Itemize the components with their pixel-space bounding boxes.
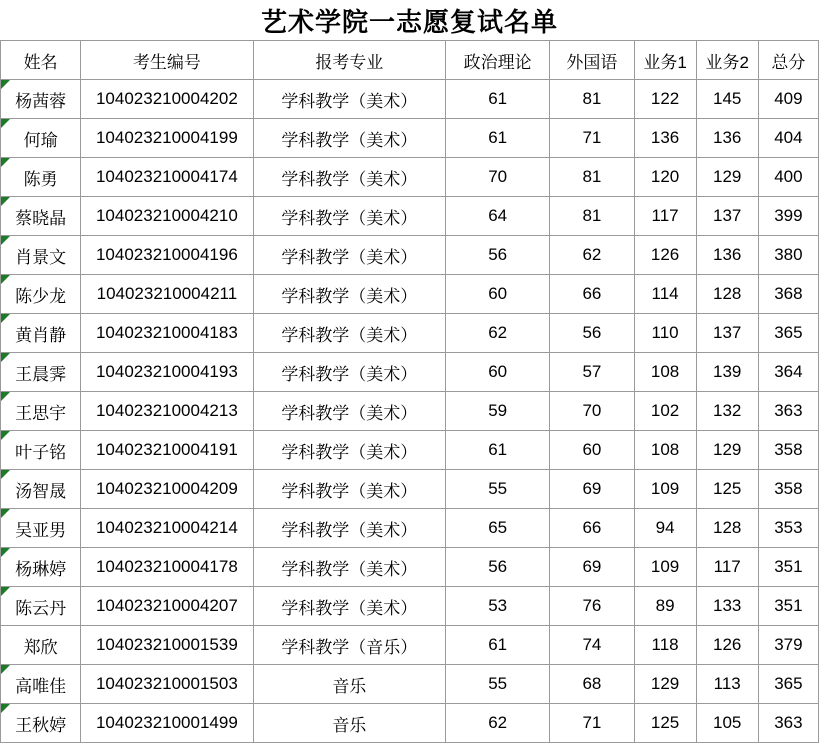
cell-subject-2: 117: [696, 548, 758, 587]
table-row: [1, 236, 819, 275]
cell-total: 353: [758, 509, 818, 548]
cell-subject-2: 126: [696, 626, 758, 665]
cell-subject-2: 137: [696, 314, 758, 353]
cell-foreign-language: 62: [550, 236, 634, 275]
cell-name: 郑欣: [1, 626, 81, 665]
cell-candidate-id: 104023210004214: [81, 509, 253, 548]
cell-major: 学科教学（美术）: [253, 197, 445, 236]
cell-subject-1: 109: [634, 470, 696, 509]
cell-candidate-id: 104023210004213: [81, 392, 253, 431]
cell-total: 363: [758, 704, 818, 743]
cell-subject-2: 145: [696, 80, 758, 119]
cell-subject-1: 136: [634, 119, 696, 158]
cell-candidate-id: 104023210001503: [81, 665, 253, 704]
cell-foreign-language: 60: [550, 431, 634, 470]
cell-name: 叶子铭: [1, 431, 81, 470]
cell-politics: 55: [446, 665, 550, 704]
cell-major: 学科教学（美术）: [253, 353, 445, 392]
cell-total: 364: [758, 353, 818, 392]
cell-subject-1: 120: [634, 158, 696, 197]
header-row: [1, 41, 819, 80]
cell-subject-2: 139: [696, 353, 758, 392]
cell-name: 王思宇: [1, 392, 81, 431]
table-row: [1, 587, 819, 626]
cell-foreign-language: 57: [550, 353, 634, 392]
cell-subject-2: 125: [696, 470, 758, 509]
cell-name: 陈云丹: [1, 587, 81, 626]
cell-foreign-language: 69: [550, 470, 634, 509]
page-title: 艺术学院一志愿复试名单: [1, 0, 819, 41]
column-header-subject-1: 业务1: [634, 41, 696, 80]
cell-name: 汤智晟: [1, 470, 81, 509]
cell-name: 杨茜蓉: [1, 80, 81, 119]
table-row: [1, 509, 819, 548]
cell-candidate-id: 104023210001499: [81, 704, 253, 743]
table-row: [1, 431, 819, 470]
cell-subject-1: 122: [634, 80, 696, 119]
cell-subject-1: 110: [634, 314, 696, 353]
cell-major: 学科教学（美术）: [253, 392, 445, 431]
table-row: [1, 80, 819, 119]
cell-subject-1: 109: [634, 548, 696, 587]
cell-candidate-id: 104023210004191: [81, 431, 253, 470]
cell-candidate-id: 104023210004196: [81, 236, 253, 275]
cell-total: 409: [758, 80, 818, 119]
cell-candidate-id: 104023210004193: [81, 353, 253, 392]
cell-candidate-id: 104023210004174: [81, 158, 253, 197]
cell-total: 363: [758, 392, 818, 431]
cell-subject-1: 125: [634, 704, 696, 743]
cell-candidate-id: 104023210004207: [81, 587, 253, 626]
cell-name: 陈少龙: [1, 275, 81, 314]
cell-foreign-language: 70: [550, 392, 634, 431]
cell-name: 吴亚男: [1, 509, 81, 548]
cell-foreign-language: 76: [550, 587, 634, 626]
table-row: [1, 314, 819, 353]
cell-total: 379: [758, 626, 818, 665]
cell-foreign-language: 81: [550, 158, 634, 197]
cell-politics: 61: [446, 431, 550, 470]
cell-subject-2: 129: [696, 158, 758, 197]
cell-foreign-language: 71: [550, 119, 634, 158]
column-header-candidate-id: 考生编号: [81, 41, 253, 80]
cell-foreign-language: 66: [550, 509, 634, 548]
cell-subject-1: 129: [634, 665, 696, 704]
table-row: [1, 275, 819, 314]
cell-subject-1: 118: [634, 626, 696, 665]
cell-subject-1: 102: [634, 392, 696, 431]
cell-name: 陈勇: [1, 158, 81, 197]
cell-subject-2: 128: [696, 275, 758, 314]
cell-politics: 59: [446, 392, 550, 431]
cell-name: 杨琳婷: [1, 548, 81, 587]
cell-subject-1: 94: [634, 509, 696, 548]
cell-subject-2: 129: [696, 431, 758, 470]
cell-candidate-id: 104023210001539: [81, 626, 253, 665]
cell-foreign-language: 69: [550, 548, 634, 587]
cell-candidate-id: 104023210004183: [81, 314, 253, 353]
cell-subject-2: 128: [696, 509, 758, 548]
cell-total: 358: [758, 470, 818, 509]
cell-candidate-id: 104023210004210: [81, 197, 253, 236]
cell-major: 学科教学（音乐）: [253, 626, 445, 665]
column-header-name: 姓名: [1, 41, 81, 80]
table-row: [1, 626, 819, 665]
cell-total: 351: [758, 548, 818, 587]
cell-politics: 61: [446, 80, 550, 119]
column-header-subject-2: 业务2: [696, 41, 758, 80]
cell-politics: 61: [446, 626, 550, 665]
cell-subject-2: 136: [696, 119, 758, 158]
cell-total: 399: [758, 197, 818, 236]
column-header-foreign-language: 外国语: [550, 41, 634, 80]
cell-subject-2: 113: [696, 665, 758, 704]
table-row: [1, 704, 819, 743]
cell-name: 蔡晓晶: [1, 197, 81, 236]
cell-subject-2: 132: [696, 392, 758, 431]
cell-foreign-language: 81: [550, 197, 634, 236]
cell-major: 学科教学（美术）: [253, 275, 445, 314]
cell-total: 351: [758, 587, 818, 626]
cell-candidate-id: 104023210004178: [81, 548, 253, 587]
cell-major: 学科教学（美术）: [253, 119, 445, 158]
cell-candidate-id: 104023210004209: [81, 470, 253, 509]
cell-total: 365: [758, 665, 818, 704]
cell-total: 358: [758, 431, 818, 470]
cell-major: 学科教学（美术）: [253, 548, 445, 587]
cell-politics: 60: [446, 353, 550, 392]
cell-politics: 70: [446, 158, 550, 197]
cell-politics: 61: [446, 119, 550, 158]
cell-name: 何瑜: [1, 119, 81, 158]
cell-subject-2: 136: [696, 236, 758, 275]
cell-politics: 62: [446, 704, 550, 743]
cell-name: 肖景文: [1, 236, 81, 275]
cell-politics: 56: [446, 548, 550, 587]
cell-name: 高唯佳: [1, 665, 81, 704]
cell-subject-1: 108: [634, 431, 696, 470]
table-row: [1, 119, 819, 158]
column-header-total: 总分: [758, 41, 818, 80]
cell-major: 音乐: [253, 665, 445, 704]
table-row: [1, 665, 819, 704]
cell-total: 400: [758, 158, 818, 197]
table-row: [1, 158, 819, 197]
cell-major: 学科教学（美术）: [253, 509, 445, 548]
cell-politics: 55: [446, 470, 550, 509]
cell-politics: 56: [446, 236, 550, 275]
cell-subject-2: 133: [696, 587, 758, 626]
table-row: [1, 197, 819, 236]
cell-subject-1: 89: [634, 587, 696, 626]
cell-major: 学科教学（美术）: [253, 314, 445, 353]
cell-major: 音乐: [253, 704, 445, 743]
cell-name: 黄肖静: [1, 314, 81, 353]
cell-major: 学科教学（美术）: [253, 431, 445, 470]
cell-subject-1: 117: [634, 197, 696, 236]
cell-foreign-language: 66: [550, 275, 634, 314]
cell-total: 404: [758, 119, 818, 158]
cell-candidate-id: 104023210004199: [81, 119, 253, 158]
cell-major: 学科教学（美术）: [253, 470, 445, 509]
cell-subject-2: 105: [696, 704, 758, 743]
table-row: [1, 353, 819, 392]
cell-politics: 65: [446, 509, 550, 548]
cell-subject-2: 137: [696, 197, 758, 236]
cell-politics: 64: [446, 197, 550, 236]
cell-major: 学科教学（美术）: [253, 158, 445, 197]
cell-subject-1: 114: [634, 275, 696, 314]
column-header-politics: 政治理论: [446, 41, 550, 80]
cell-foreign-language: 68: [550, 665, 634, 704]
column-header-major: 报考专业: [253, 41, 445, 80]
cell-major: 学科教学（美术）: [253, 80, 445, 119]
title-row: [1, 0, 819, 41]
cell-candidate-id: 104023210004202: [81, 80, 253, 119]
cell-foreign-language: 81: [550, 80, 634, 119]
cell-politics: 60: [446, 275, 550, 314]
table-row: [1, 548, 819, 587]
cell-politics: 62: [446, 314, 550, 353]
cell-major: 学科教学（美术）: [253, 236, 445, 275]
table-body: [1, 80, 819, 743]
table-row: [1, 392, 819, 431]
cell-foreign-language: 74: [550, 626, 634, 665]
cell-candidate-id: 104023210004211: [81, 275, 253, 314]
cell-name: 王秋婷: [1, 704, 81, 743]
cell-name: 王晨霁: [1, 353, 81, 392]
cell-politics: 53: [446, 587, 550, 626]
cell-total: 368: [758, 275, 818, 314]
cell-foreign-language: 56: [550, 314, 634, 353]
cell-foreign-language: 71: [550, 704, 634, 743]
cell-total: 380: [758, 236, 818, 275]
cell-total: 365: [758, 314, 818, 353]
cell-subject-1: 126: [634, 236, 696, 275]
cell-subject-1: 108: [634, 353, 696, 392]
table-row: [1, 470, 819, 509]
cell-major: 学科教学（美术）: [253, 587, 445, 626]
